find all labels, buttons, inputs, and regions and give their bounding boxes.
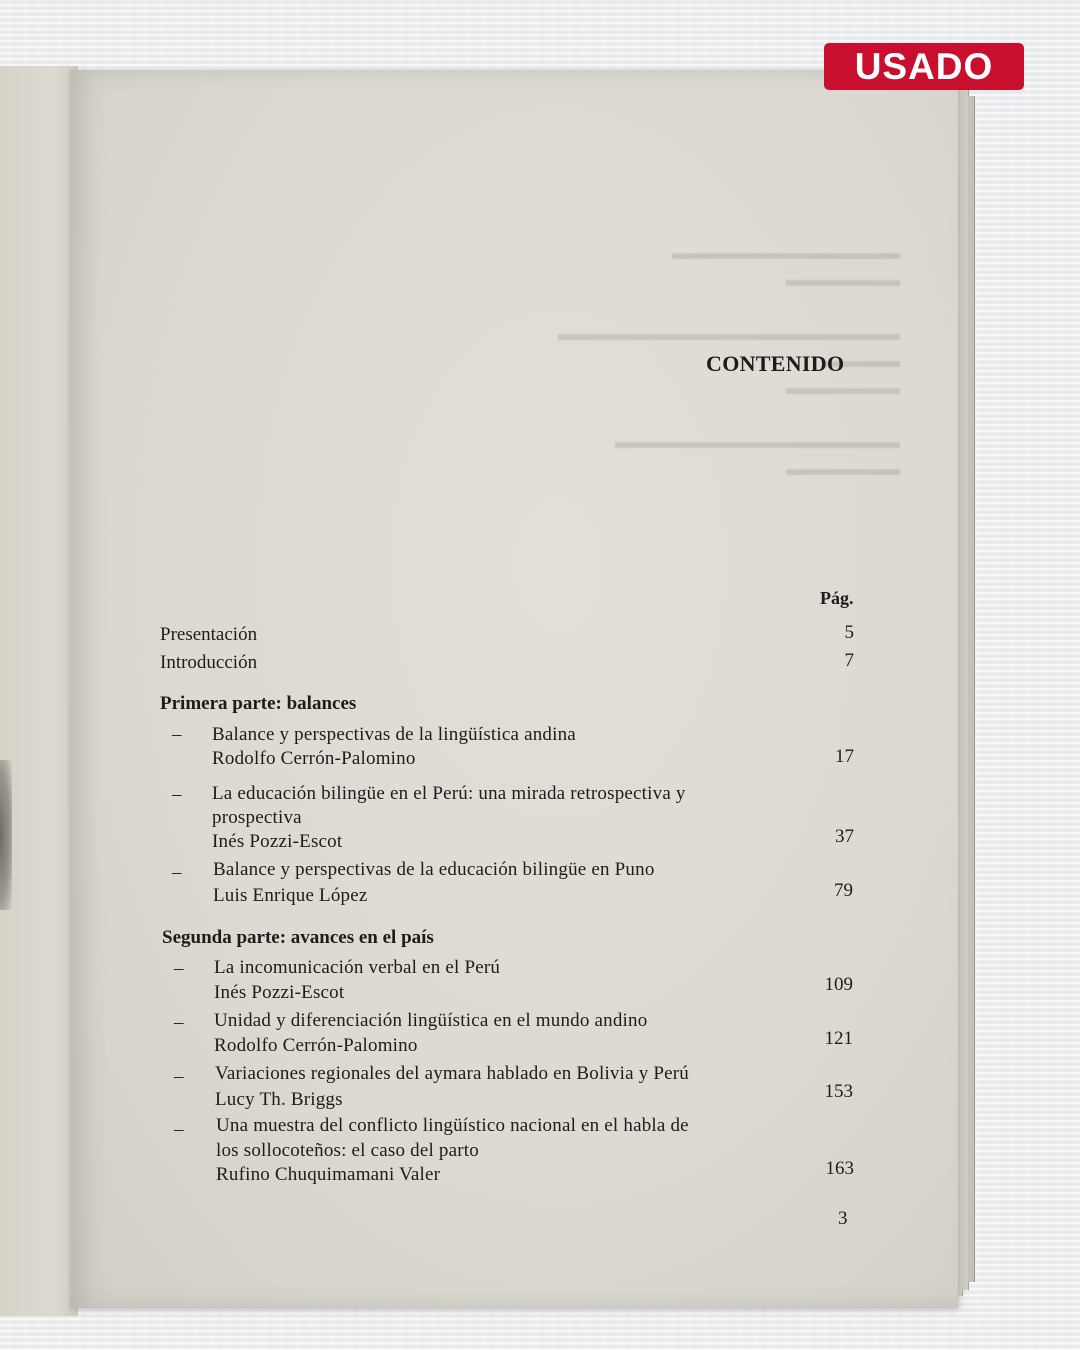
entry-title: Unidad y diferenciación lingüística en el mundo andino xyxy=(214,1010,648,1031)
part-heading: Segunda parte: avances en el país xyxy=(162,927,434,948)
toc-page-number: 17 xyxy=(835,746,854,767)
toc-page-number: 7 xyxy=(844,650,854,671)
toc-page-number: 79 xyxy=(834,880,853,901)
entry-title: prospectiva xyxy=(212,807,302,828)
entry-dash: – xyxy=(172,862,182,883)
entry-dash: – xyxy=(172,724,182,745)
left-page-edge xyxy=(0,66,78,1316)
toc-page-number: 121 xyxy=(824,1028,853,1049)
entry-title: La educación bilingüe en el Perú: una mirada retrospectiva y xyxy=(212,783,686,804)
entry-author: Inés Pozzi-Escot xyxy=(214,982,345,1003)
entry-author: Lucy Th. Briggs xyxy=(215,1089,343,1110)
entry-title: Balance y perspectivas de la lingüística andina xyxy=(212,724,576,745)
entry-author: Rodolfo Cerrón-Palomino xyxy=(212,748,416,769)
entry-author: Luis Enrique López xyxy=(213,885,368,906)
usado-badge: USADO xyxy=(824,43,1024,90)
entry-title: La incomunicación verbal en el Perú xyxy=(214,957,501,978)
page-folio: 3 xyxy=(838,1208,848,1229)
entry-title: Una muestra del conflicto lingüístico nacional en el habla de xyxy=(216,1115,689,1136)
toc-entry-title: Introducción xyxy=(160,652,258,673)
toc-page-number: 153 xyxy=(824,1081,853,1102)
entry-title: Balance y perspectivas de la educación bilingüe en Puno xyxy=(213,859,655,880)
toc-page-number: 109 xyxy=(824,974,853,995)
entry-dash: – xyxy=(174,1066,184,1087)
show-through-texture: ▬▬▬▬▬▬▬▬▬▬▬▬ ▬▬▬▬▬▬ ▬▬▬▬▬▬▬▬▬▬▬▬▬▬▬▬▬▬ ▬▬▬▬ ▬▬▬▬▬▬ ▬▬▬▬▬▬▬▬▬▬▬▬▬▬▬ ▬▬▬▬▬▬ xyxy=(558,243,900,480)
part-heading: Primera parte: balances xyxy=(160,693,357,714)
entry-author: Rodolfo Cerrón-Palomino xyxy=(214,1035,418,1056)
entry-dash: – xyxy=(174,1119,184,1140)
toc-page-number: 163 xyxy=(825,1158,854,1179)
entry-dash: – xyxy=(172,784,182,805)
entry-title: los sollocoteños: el caso del parto xyxy=(216,1140,479,1161)
left-page-shadow xyxy=(0,760,12,910)
toc-page-number: 37 xyxy=(835,826,854,847)
entry-dash: – xyxy=(174,1012,184,1033)
entry-title: Variaciones regionales del aymara hablado en Bolivia y Perú xyxy=(215,1063,689,1084)
toc-entry-title: Presentación xyxy=(160,624,258,645)
entry-dash: – xyxy=(174,958,184,979)
toc-page-number: 5 xyxy=(844,622,854,643)
toc-title: CONTENIDO xyxy=(706,351,845,376)
entry-author: Inés Pozzi-Escot xyxy=(212,831,343,852)
page-column-label: Pág. xyxy=(820,588,854,608)
page-stack-edge xyxy=(968,96,975,1282)
entry-author: Rufino Chuquimamani Valer xyxy=(216,1164,441,1185)
